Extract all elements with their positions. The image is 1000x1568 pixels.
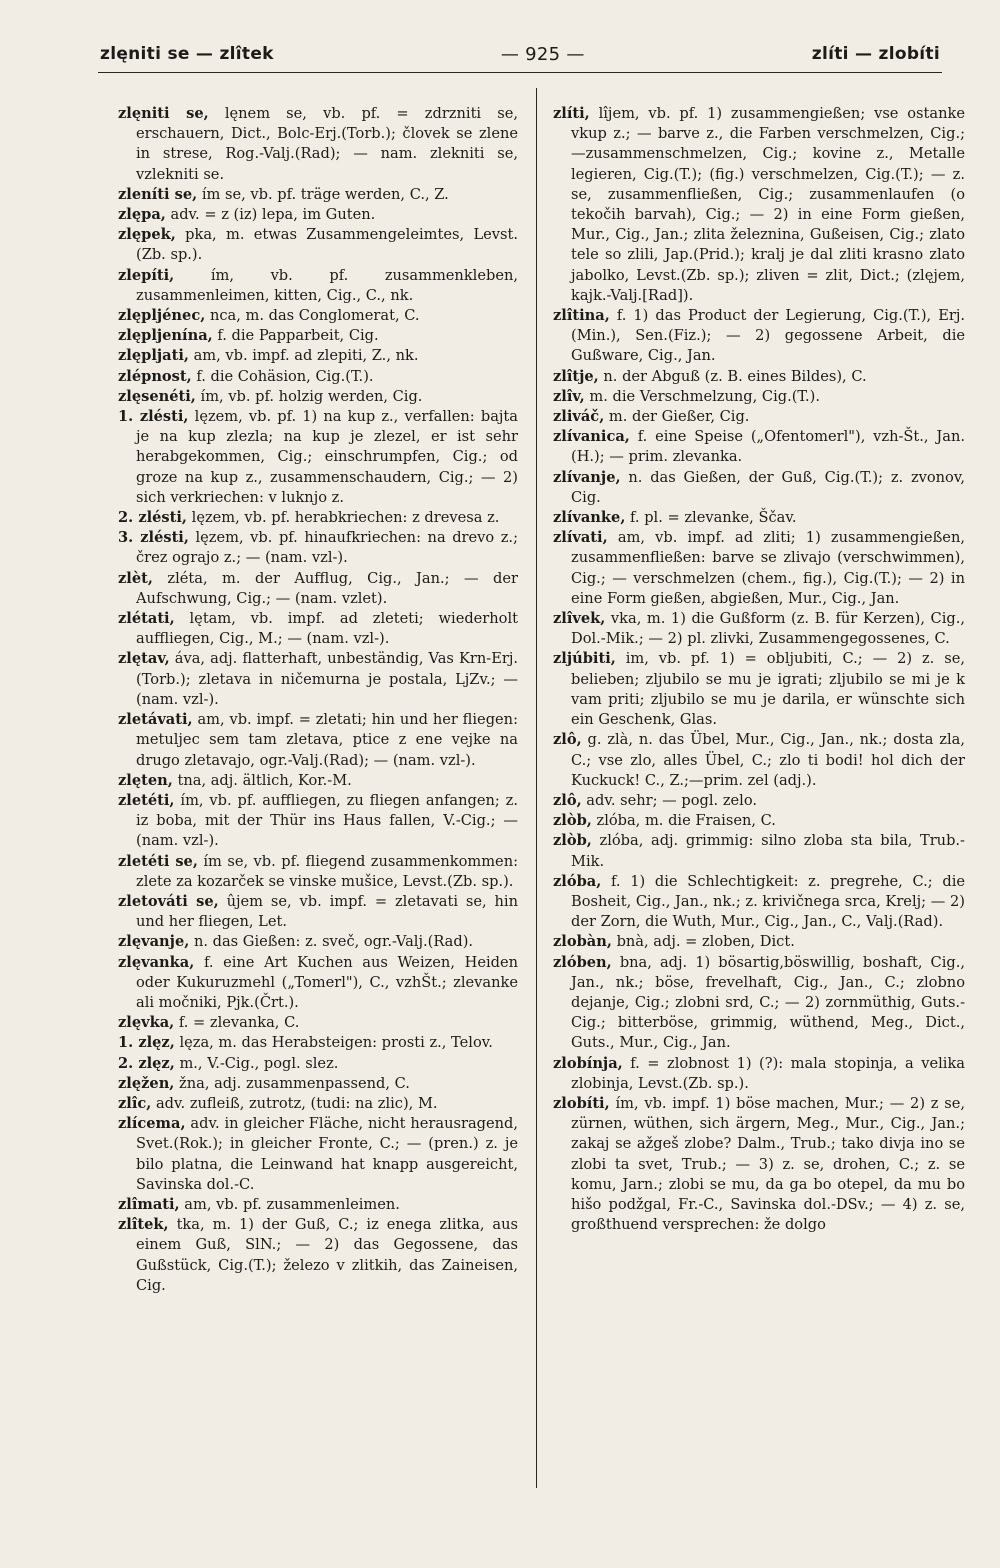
entry-definition: f. = zlevanka, C. [178, 1014, 300, 1032]
entry-definition: am, vb. impf. = zletati; hin und her fliegen: metuljec sem tam zletava, ptice z ene vejke na drugo zletavajo, ogr.-Valj.(Rad); — (nam. vzl-). [136, 711, 518, 769]
dictionary-entry [118, 104, 518, 185]
dictionary-entry [553, 1094, 965, 1235]
entry-headword: zlèt, [118, 569, 153, 587]
entry-headword: zlîvek, [553, 610, 606, 628]
column-divider [536, 88, 537, 1488]
entry-headword: zlobínja, [553, 1054, 623, 1072]
entry-headword: zliváč, [553, 408, 605, 426]
entry-headword: zlępa, [118, 206, 166, 224]
entry-definition: m., V.-Cig., pogl. slez. [179, 1054, 339, 1072]
entry-definition: f. die Cohäsion, Cig.(T.). [196, 367, 374, 385]
entry-definition: pka, m. etwas Zusammengeleimtes, Levst.(Zb. sp.). [136, 226, 518, 264]
entry-definition: f. eine Speise („Ofentomerl"), vzh-Št., Jan.(H.); — prim. zlevanka. [571, 428, 965, 466]
entry-definition: adv. sehr; — pogl. zelo. [586, 791, 757, 809]
dictionary-entry [118, 1074, 518, 1094]
entry-headword: zlęsenéti, [118, 387, 196, 405]
entry-definition: n. das Gießen, der Guß, Cig.(T.); z. zvonov, Cig. [571, 468, 965, 506]
dictionary-entry [553, 104, 965, 306]
dictionary-entry [118, 771, 518, 791]
dictionary-entry [553, 730, 965, 791]
entry-definition: lęzem, vb. pf. hinaufkriechen: na drevo z.; črez ograjo z.; — (nam. vzl-). [136, 529, 518, 567]
entry-definition: m. die Verschmelzung, Cig.(T.). [589, 387, 820, 405]
dictionary-entry [118, 266, 518, 306]
dictionary-entry [553, 468, 965, 508]
dictionary-entry [118, 892, 518, 932]
dictionary-entry [118, 953, 518, 1014]
entry-definition: žna, adj. zusammenpassend, C. [179, 1074, 410, 1092]
entry-headword: zlícema, [118, 1115, 186, 1133]
header-rule [98, 72, 942, 73]
entry-definition: am, vb. pf. zusammenleimen. [184, 1195, 400, 1213]
entry-definition: f. pl. = zlevanke, Ščav. [630, 509, 797, 527]
entry-definition: ím se, vb. pf. fliegend zusammenkommen: zlete za kozarček se vinske mušice, Levst.(Zb. sp.). [136, 852, 518, 890]
entry-definition: lętam, vb. impf. ad zleteti; wiederholt auffliegen, Cig., M.; — (nam. vzl-). [136, 610, 518, 648]
dictionary-entry [553, 427, 965, 467]
entry-definition: ím se, vb. pf. träge werden, C., Z. [201, 185, 449, 203]
header-left: zlęniti se — zlîtek [100, 44, 274, 64]
entry-definition: ûjem se, vb. impf. = zletavati se, hin und her fliegen, Let. [136, 892, 518, 931]
entry-headword: zljúbiti, [553, 650, 616, 668]
dictionary-entry [118, 225, 518, 265]
entry-headword: zletéti se, [118, 852, 198, 870]
entry-definition: adv. in gleicher Fläche, nicht herausragend, Svet.(Rok.); in gleicher Fronte, C.; — (pren.) z. je bilo platna, die Leinwand hat knapp ausgereicht, Savinska dol.-C. [136, 1115, 518, 1193]
dictionary-entry [553, 831, 965, 871]
dictionary-entry [118, 367, 518, 387]
entry-definition: ím, vb. pf. auffliegen, zu fliegen anfangen; z. iz boba, mit der Thür ins Haus fallen, V.-Cig.; — (nam. vzl-). [136, 791, 518, 850]
dictionary-entry [553, 367, 965, 387]
entry-definition: am, vb. impf. ad zlepiti, Z., nk. [193, 347, 419, 365]
entry-headword: zlîtina, [553, 307, 610, 325]
entry-headword: zlívanica, [553, 428, 630, 446]
entry-definition: m. der Gießer, Cig. [608, 408, 750, 426]
entry-headword: zlîtje, [553, 367, 599, 385]
dictionary-entry [118, 649, 518, 710]
entry-headword: zlępek, [118, 226, 176, 244]
entry-headword: zlęvka, [118, 1014, 175, 1032]
entry-headword: zlęniti se, [118, 105, 209, 122]
entry-headword: zlîtek, [118, 1216, 169, 1234]
entry-definition: adv. zufleiß, zutrotz, (tudi: na zlic), M. [155, 1094, 438, 1112]
entry-headword: 2. zlésti, [118, 509, 188, 527]
dictionary-entry [553, 528, 965, 609]
dictionary-entry [553, 791, 965, 811]
entry-headword: 1. zlésti, [118, 408, 189, 426]
entry-headword: 1. zlęz, [118, 1034, 175, 1052]
entry-headword: zlępljenína, [118, 327, 213, 345]
entry-headword: zlobíti, [553, 1094, 610, 1112]
dictionary-entry [553, 811, 965, 831]
dictionary-entry [553, 407, 965, 427]
entry-definition: lęzem, vb. pf. 1) na kup z., verfallen: bajta je na kup zlezla; na kup je zlezel, er ist sehr herabgekommen, Cig.; einschrumpfen, Cig.; od groze na kup z., zusammenschaudern, Cig.; — 2) sich verkriechen: v luknjo z. [136, 408, 518, 506]
entry-definition: zléta, m. der Aufflug, Cig., Jan.; — der Aufschwung, Cig.; — (nam. vzlet). [136, 569, 518, 607]
entry-headword: zlępljénec, [118, 307, 206, 325]
entry-definition: adv. = z (iz) lepa, im Guten. [170, 206, 376, 224]
right-column [553, 104, 965, 1544]
entry-headword: 3. zlésti, [118, 529, 189, 547]
entry-definition: tka, m. 1) der Guß, C.; iz enega zlitka, aus einem Guß, SlN.; — 2) das Gegossene, das Gußstück, Cig.(T.); železo v zlitkih, das Zaineisen, Cig. [136, 1216, 518, 1294]
dictionary-entry [118, 387, 518, 407]
entry-headword: zlépnost, [118, 367, 192, 385]
entry-headword: zletéti, [118, 791, 175, 809]
entry-definition: f. 1) das Product der Legierung, Cig.(T.), Erj.(Min.), Sen.(Fiz.); — 2) gegossene Arbeit, die Gußware, Cig., Jan. [571, 307, 965, 365]
entry-definition: lęzem, vb. pf. herabkriechen: z drevesa z. [191, 509, 500, 527]
dictionary-entry [553, 872, 965, 933]
dictionary-entry [118, 569, 518, 609]
dictionary-entry [118, 1114, 518, 1195]
entry-headword: zlepíti, [118, 266, 175, 284]
entry-definition: im, vb. pf. 1) = obljubiti, C.; — 2) z. se, belieben; zljubilo se mu je igrati; zljubilo se mi je k vam priti; zljubilo se mu je darila, er wünschte sich ein Geschenk, Glas. [571, 650, 965, 729]
left-column [118, 104, 518, 1544]
dictionary-entry [553, 387, 965, 407]
dictionary-entry [118, 407, 518, 508]
dictionary-entry [118, 1013, 518, 1033]
entry-headword: zlíti, [553, 105, 590, 122]
dictionary-entry [553, 1054, 965, 1094]
entry-headword: zlétati, [118, 610, 175, 628]
entry-headword: zlóben, [553, 953, 612, 971]
entry-headword: zlîv, [553, 387, 585, 405]
entry-definition: bnà, adj. = zloben, Dict. [616, 933, 795, 951]
entry-definition: f. die Papparbeit, Cig. [217, 327, 379, 345]
entry-definition: zlóba, m. die Fraisen, C. [596, 812, 776, 830]
entry-headword: zlívati, [553, 529, 608, 547]
entry-definition: lęnem se, vb. pf. = zdrzniti se, erschauern, Dict., Bolc-Erj.(Torb.); človek se zlene in strese, Rog.-Valj.(Rad); — nam. zlekniti se, vzlekniti se. [136, 105, 518, 183]
page-number: — 925 — [500, 43, 585, 65]
entry-headword: 2. zlęz, [118, 1054, 175, 1072]
dictionary-entry [553, 649, 965, 730]
entry-definition: áva, adj. flatterhaft, unbeständig, Vas Krn-Erj.(Torb.); zletava in ničemurna je postala, LjZv.; — (nam. vzl-). [136, 650, 518, 708]
entry-definition: ím, vb. pf. holzig werden, Cig. [200, 387, 423, 405]
entry-definition: n. der Abguß (z. B. eines Bildes), C. [603, 367, 867, 385]
entry-headword: zlòb, [553, 832, 592, 850]
entry-definition: f. 1) die Schlechtigkeit: z. pregrehe, C.; die Bosheit, Cig., Jan., nk.; z. krivičnega srca, Krelj; — 2) der Zorn, die Wuth, Mur., Cig., Jan., C., Valj.(Rad). [571, 872, 965, 931]
entry-definition: zlóba, adj. grimmig: silno zloba sta bila, Trub.-Mik. [571, 832, 965, 870]
header-right: zlíti — zlobíti [811, 44, 940, 64]
entry-headword: zlívanke, [553, 509, 626, 527]
entry-definition: lęza, m. das Herabsteigen: prosti z., Telov. [179, 1034, 493, 1052]
entry-definition: g. zlà, n. das Übel, Mur., Cig., Jan., nk.; dosta zla, C.; vse zlo, alles Übel, C.; zlo ti bodi! hol dich der Kuckuck! C., Z.;—prim. zel (adj.). [571, 731, 965, 789]
entry-definition: f. = zlobnost 1) (?): mala stopinja, a velika zlobinja, Levst.(Zb. sp.). [571, 1054, 965, 1092]
dictionary-entry [118, 1195, 518, 1215]
entry-definition: vka, m. 1) die Gußform (z. B. für Kerzen), Cig., Dol.-Mik.; — 2) pl. zlivki, Zusammengegossenes, C. [571, 610, 965, 648]
entry-definition: nca, m. das Conglomerat, C. [209, 307, 420, 325]
dictionary-entry [118, 1215, 518, 1296]
dictionary-entry [118, 710, 518, 771]
dictionary-entry [118, 1094, 518, 1114]
entry-headword: zlóba, [553, 872, 602, 890]
dictionary-entry [118, 205, 518, 225]
dictionary-entry [118, 528, 518, 568]
entry-definition: bna, adj. 1) bösartig,böswillig, boshaft, Cig., Jan., nk.; böse, frevelhaft, Cig., Jan., C.; zlobno dejanje, Cig.; zlobni srd, C.; — 2) zornmüthig, Guts.-Cig.; bitterböse, grimmig, wüthend, Meg., Dict., Guts., Mur., Cig., Jan. [571, 953, 965, 1052]
entry-definition: ím, vb. pf. zusammenkleben, zusammenleimen, kitten, Cig., C., nk. [136, 266, 518, 304]
running-header [100, 38, 940, 70]
entry-headword: zleníti se, [118, 185, 198, 203]
entry-definition: am, vb. impf. ad zliti; 1) zusammengießen, zusammenfließen: barve se zlivajo (verschwimmen), Cig.; — verschmelzen (chem., fig.), Cig.(T.); — 2) in eine Form gießen, abgießen, Mur., Cig., Jan. [571, 529, 965, 607]
dictionary-entry [553, 306, 965, 367]
dictionary-entry [553, 953, 965, 1054]
entry-headword: zlęžen, [118, 1074, 175, 1092]
entry-headword: zlętav, [118, 650, 170, 668]
dictionary-entry [118, 932, 518, 952]
dictionary-entry [553, 932, 965, 952]
dictionary-entry [118, 508, 518, 528]
dictionary-entry [118, 852, 518, 892]
dictionary-entry [118, 185, 518, 205]
entry-headword: zletávati, [118, 711, 193, 729]
entry-definition: tna, adj. ältlich, Kor.-M. [177, 771, 352, 789]
entry-headword: zlęvanje, [118, 933, 190, 951]
dictionary-entry [118, 1054, 518, 1074]
dictionary-entry [553, 609, 965, 649]
dictionary-entry [118, 791, 518, 852]
entry-headword: zletováti se, [118, 892, 219, 910]
entry-headword: zlęten, [118, 771, 173, 789]
entry-definition: n. das Gießen: z. sveč, ogr.-Valj.(Rad). [193, 933, 474, 951]
entry-definition: lîjem, vb. pf. 1) zusammengießen; vse ostanke vkup z.; — barve z., die Farben verschmelzen, Cig.; —zusammenschmelzen, Cig.; kovine z., Metalle legieren, Cig.(T.); (fig.) verschmelzen, Cig.(T.); — z. se, zusammenfließen, Cig.; zusammenlaufen (o tekočih barvah), Cig.; — 2) in eine Form gießen, Mur., Cig., Jan.; zlita železnina, Gußeisen, Cig.; zlato tele so zlili, Jap.(Prid.); kralj je dal zliti krasno zlato jabolko, Levst.(Zb. sp.); zliven = zlit, Dict.; (zlęjem, kajk.-Valj.[Rad]). [571, 105, 965, 304]
entry-headword: zlívanje, [553, 468, 621, 486]
entry-definition: ím, vb. impf. 1) böse machen, Mur.; — 2) z se, zürnen, wüthen, sich ärgern, Meg., Mur., Cig., Jan.; zakaj se ažgeš zlobe? Dalm., Trub.; tako divja ino se zlobi ta svet, Trub.; — 3) z. se, drohen, C.; z. se komu, Jarn.; zlobi se mu, da ga bo otepel, da mu bo hišo podžgal, Fr.-C., Savinska dol.-DSv.; — 4) z. se, großthuend versprechen: že dolgo [571, 1094, 965, 1234]
entry-headword: zlîc, [118, 1094, 152, 1112]
entry-headword: zlępljati, [118, 347, 189, 365]
dictionary-entry [118, 609, 518, 649]
dictionary-entry [553, 508, 965, 528]
entry-headword: zlô, [553, 791, 582, 809]
entry-headword: zlobàn, [553, 933, 612, 951]
entry-headword: zlęvanka, [118, 953, 195, 971]
entry-headword: zlòb, [553, 812, 592, 830]
dictionary-entry [118, 346, 518, 366]
entry-definition: f. eine Art Kuchen aus Weizen, Heiden oder Kukuruzmehl („Tomerl"), C., vzhŠt.; zlevanke ali močniki, Pjk.(Črt.). [136, 953, 518, 1011]
dictionary-entry [118, 326, 518, 346]
dictionary-entry [118, 1033, 518, 1053]
dictionary-entry [118, 306, 518, 326]
entry-headword: zlîmati, [118, 1195, 180, 1213]
entry-headword: zlô, [553, 731, 582, 749]
